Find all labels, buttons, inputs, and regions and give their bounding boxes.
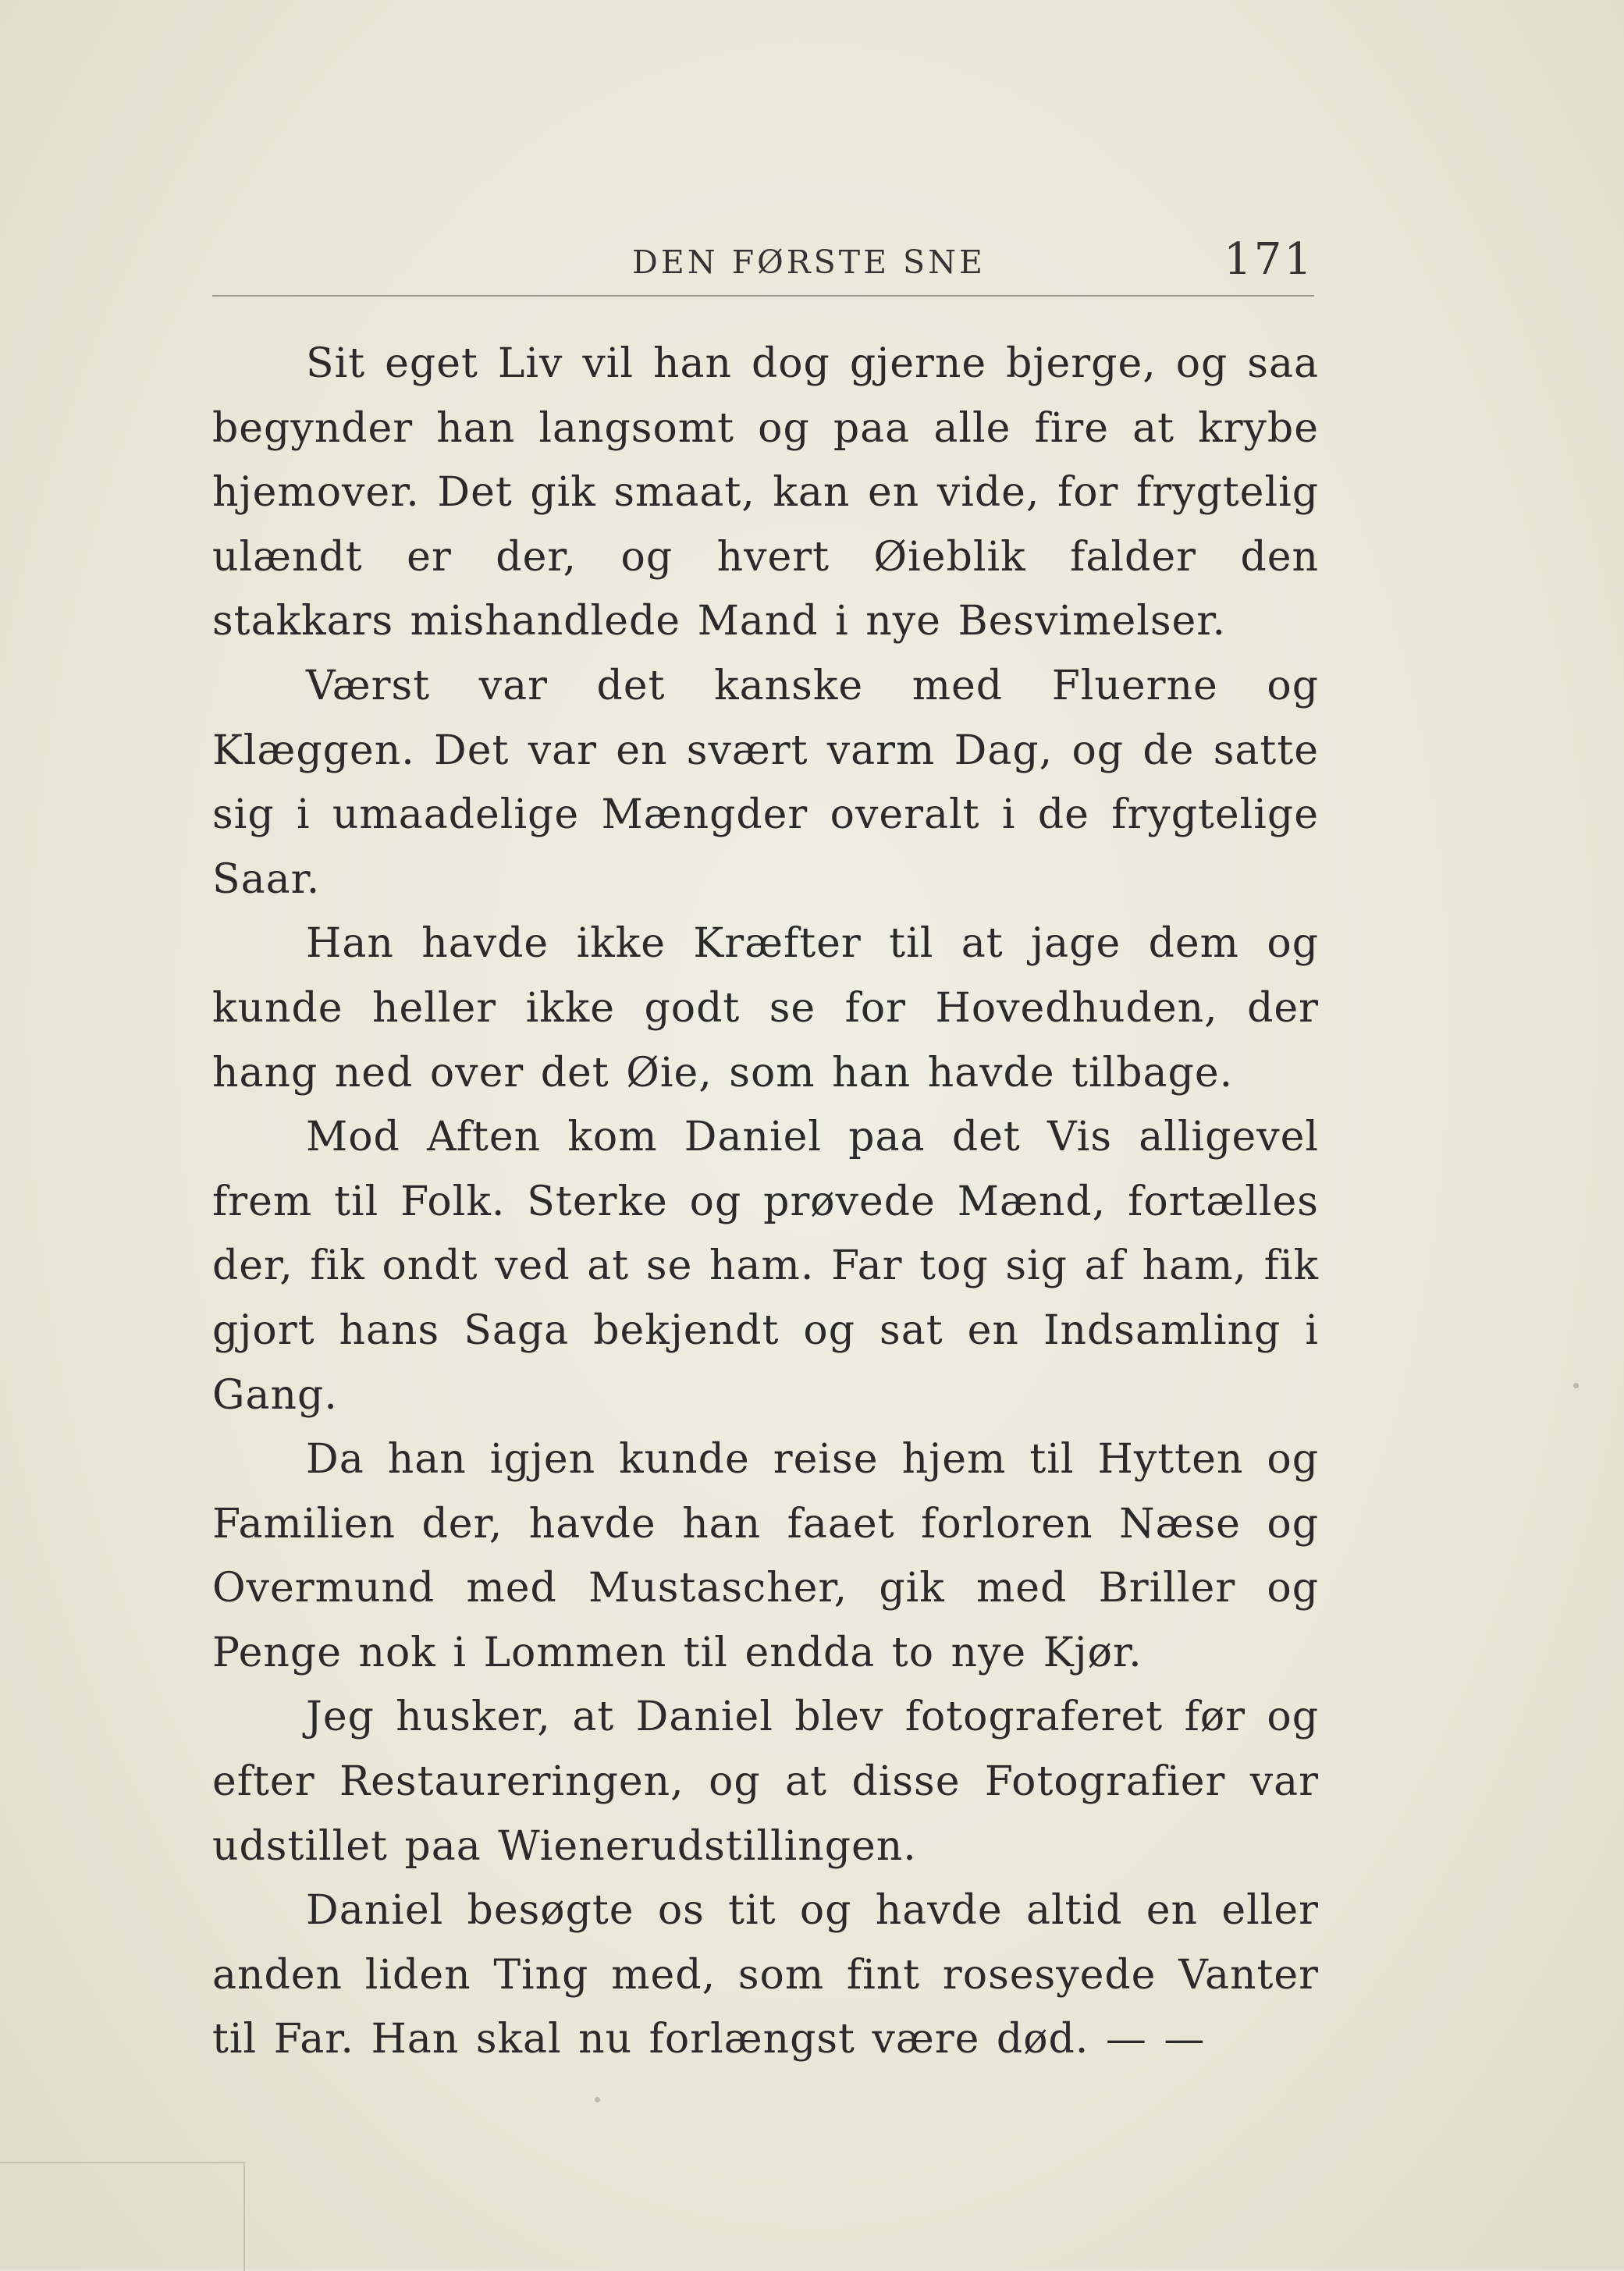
page-number: 171 bbox=[1224, 234, 1314, 285]
paragraph-3: Han havde ikke Kræfter til at jage dem og kunde heller ikke godt se for Hovedhuden, der hang ned over det Øie, som han havde tilbage. bbox=[212, 920, 1319, 1096]
running-title: DEN FØRSTE SNE bbox=[632, 243, 986, 281]
paper-speck bbox=[1573, 1383, 1579, 1388]
scan-corner-mark bbox=[0, 2162, 245, 2271]
paragraph-5: Da han igjen kunde reise hjem til Hytten og Familien der, havde han faaet forloren Næse og Overmund med Mustascher, gik med Briller og Penge nok i Lommen til endda to nye Kjør. bbox=[212, 1436, 1319, 1676]
paper-speck bbox=[595, 2097, 600, 2102]
body-text bbox=[212, 332, 1319, 2072]
header-rule bbox=[212, 295, 1314, 297]
paragraph-2: Værst var det kanske med Fluerne og Klæggen. Det var en svært varm Dag, og de satte sig i umaadelige Mængder overalt i de frygtelige Saar. bbox=[212, 662, 1319, 903]
paragraph-4: Mod Aften kom Daniel paa det Vis alligevel frem til Folk. Sterke og prøvede Mænd, fortælles der, fik ondt ved at se ham. Far tog sig af ham, fik gjort hans Saga bekjendt og sat en Indsamling i Gang. bbox=[212, 1114, 1319, 1419]
paragraph-1: Sit eget Liv vil han dog gjerne bjerge, og saa begynder han langsomt og paa alle fire at krybe hjemover. Det gik smaat, kan en vide, for frygtelig ulændt er der, og hvert Øieblik falder den stakkars mishandlede Mand i nye Besvimelser. bbox=[212, 340, 1319, 645]
paragraph-6: Jeg husker, at Daniel blev fotograferet før og efter Restaureringen, og at disse Fotografier var udstillet paa Wienerudstillingen. bbox=[212, 1693, 1319, 1870]
running-head bbox=[212, 234, 1314, 297]
paragraph-7: Daniel besøgte os tit og havde altid en eller anden liden Ting med, som fint rosesyede Vanter til Far. Han skal nu forlængst være død. — — bbox=[212, 1887, 1319, 2063]
